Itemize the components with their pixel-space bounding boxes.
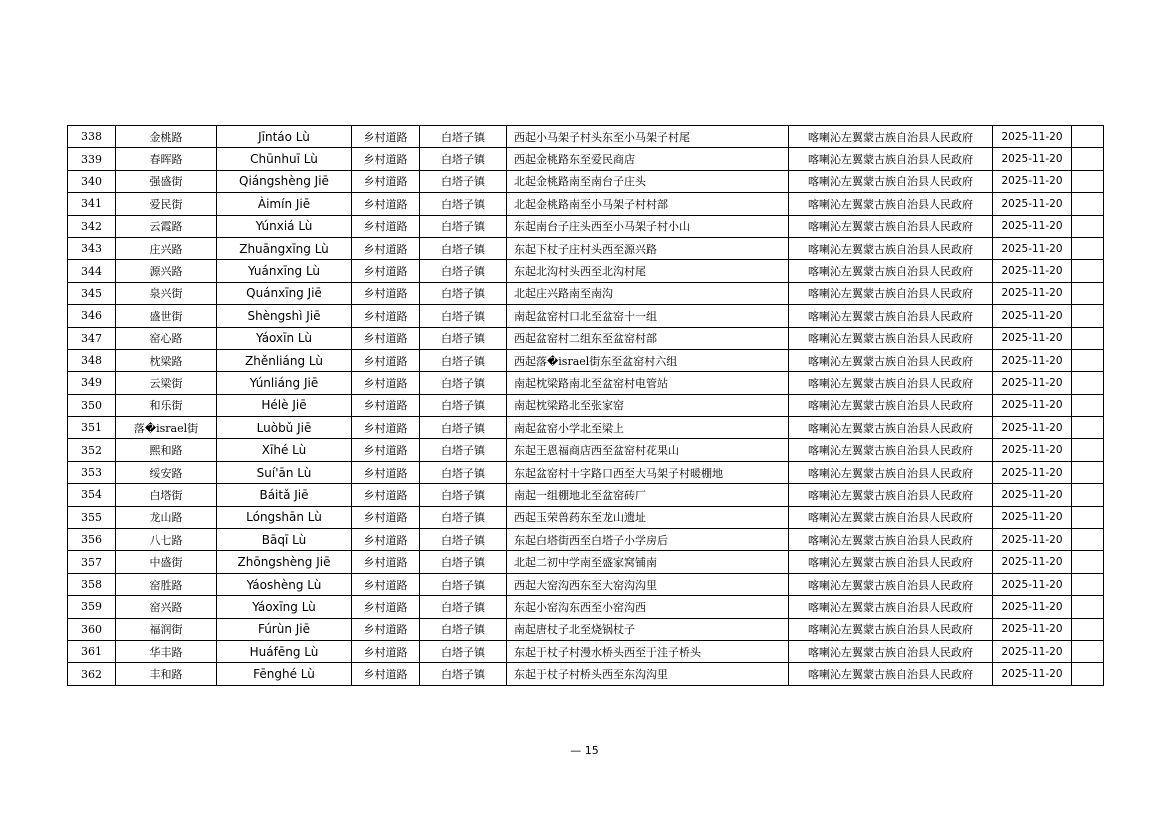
table-row [68, 237, 1104, 259]
road-pinyin: Yúnxiá Lù [217, 215, 352, 237]
row-number: 347 [68, 327, 116, 349]
road-pinyin: Yúnliáng Jiē [217, 372, 352, 394]
road-description: 西起金桃路东至爱民商店 [507, 148, 789, 170]
row-number: 353 [68, 461, 116, 483]
town-name: 白塔子镇 [420, 372, 507, 394]
road-name: 窑胜路 [116, 573, 217, 595]
road-description: 西起大窑沟西东至大窑沟沟里 [507, 573, 789, 595]
note-cell [1072, 506, 1104, 528]
table-row [68, 372, 1104, 394]
road-description: 南起枕梁路北至张家窑 [507, 394, 789, 416]
approval-date: 2025-11-20 [993, 193, 1072, 215]
approval-date: 2025-11-20 [993, 573, 1072, 595]
table-row [68, 193, 1104, 215]
note-cell [1072, 215, 1104, 237]
approving-authority: 喀喇沁左翼蒙古族自治县人民政府 [789, 573, 993, 595]
road-name: 绥安路 [116, 461, 217, 483]
road-description: 东起盆窑村十字路口西至大马架子村暖棚地 [507, 461, 789, 483]
road-pinyin: Fúrùn Jiē [217, 618, 352, 640]
table-row [68, 417, 1104, 439]
town-name: 白塔子镇 [420, 506, 507, 528]
road-name: 爱民街 [116, 193, 217, 215]
approving-authority: 喀喇沁左翼蒙古族自治县人民政府 [789, 372, 993, 394]
road-name: 云霞路 [116, 215, 217, 237]
road-category: 乡村道路 [352, 596, 420, 618]
road-description: 西起玉荣兽药东至龙山遗址 [507, 506, 789, 528]
row-number: 340 [68, 170, 116, 192]
road-description: 东起小窑沟东西至小窑沟西 [507, 596, 789, 618]
table-body [68, 126, 1104, 686]
road-category: 乡村道路 [352, 282, 420, 304]
note-cell [1072, 148, 1104, 170]
road-description: 东起北沟村头西至北沟村尾 [507, 260, 789, 282]
town-name: 白塔子镇 [420, 439, 507, 461]
table-row [68, 551, 1104, 573]
table-row [68, 596, 1104, 618]
approving-authority: 喀喇沁左翼蒙古族自治县人民政府 [789, 282, 993, 304]
approval-date: 2025-11-20 [993, 394, 1072, 416]
road-pinyin: Yáoshèng Lù [217, 573, 352, 595]
town-name: 白塔子镇 [420, 394, 507, 416]
row-number: 345 [68, 282, 116, 304]
road-category: 乡村道路 [352, 506, 420, 528]
note-cell [1072, 193, 1104, 215]
road-name: 云梁街 [116, 372, 217, 394]
town-name: 白塔子镇 [420, 126, 507, 148]
town-name: 白塔子镇 [420, 596, 507, 618]
road-category: 乡村道路 [352, 417, 420, 439]
approving-authority: 喀喇沁左翼蒙古族自治县人民政府 [789, 327, 993, 349]
road-pinyin: Chūnhuī Lù [217, 148, 352, 170]
table-row [68, 260, 1104, 282]
road-name: 落�israel街 [116, 417, 217, 439]
road-category: 乡村道路 [352, 372, 420, 394]
road-pinyin: Bāqī Lù [217, 529, 352, 551]
note-cell [1072, 618, 1104, 640]
road-name: 盛世街 [116, 305, 217, 327]
row-number: 361 [68, 640, 116, 662]
road-pinyin: Luòbǔ Jiē [217, 417, 352, 439]
note-cell [1072, 551, 1104, 573]
road-pinyin: Fēnghé Lù [217, 663, 352, 685]
row-number: 350 [68, 394, 116, 416]
note-cell [1072, 484, 1104, 506]
road-description: 东起南台子庄头西至小马架子村小山 [507, 215, 789, 237]
road-name: 中盛街 [116, 551, 217, 573]
road-pinyin: Huáfēng Lù [217, 640, 352, 662]
road-description: 北起二初中学南至盛家窝铺南 [507, 551, 789, 573]
approval-date: 2025-11-20 [993, 551, 1072, 573]
road-name: 熙和路 [116, 439, 217, 461]
road-category: 乡村道路 [352, 215, 420, 237]
approval-date: 2025-11-20 [993, 417, 1072, 439]
row-number: 338 [68, 126, 116, 148]
road-name: 源兴路 [116, 260, 217, 282]
road-description: 北起庄兴路南至南沟 [507, 282, 789, 304]
road-name: 窑兴路 [116, 596, 217, 618]
road-category: 乡村道路 [352, 394, 420, 416]
approving-authority: 喀喇沁左翼蒙古族自治县人民政府 [789, 640, 993, 662]
approving-authority: 喀喇沁左翼蒙古族自治县人民政府 [789, 126, 993, 148]
approval-date: 2025-11-20 [993, 663, 1072, 685]
approval-date: 2025-11-20 [993, 461, 1072, 483]
approving-authority: 喀喇沁左翼蒙古族自治县人民政府 [789, 596, 993, 618]
table-row [68, 148, 1104, 170]
road-category: 乡村道路 [352, 193, 420, 215]
row-number: 342 [68, 215, 116, 237]
note-cell [1072, 305, 1104, 327]
row-number: 351 [68, 417, 116, 439]
approval-date: 2025-11-20 [993, 349, 1072, 371]
road-description: 西起落�israel街东至盆窑村六组 [507, 349, 789, 371]
approving-authority: 喀喇沁左翼蒙古族自治县人民政府 [789, 618, 993, 640]
road-pinyin: Zhuāngxīng Lù [217, 237, 352, 259]
town-name: 白塔子镇 [420, 573, 507, 595]
town-name: 白塔子镇 [420, 215, 507, 237]
row-number: 359 [68, 596, 116, 618]
row-number: 354 [68, 484, 116, 506]
approving-authority: 喀喇沁左翼蒙古族自治县人民政府 [789, 148, 993, 170]
approving-authority: 喀喇沁左翼蒙古族自治县人民政府 [789, 417, 993, 439]
road-pinyin: Lóngshān Lù [217, 506, 352, 528]
town-name: 白塔子镇 [420, 618, 507, 640]
road-category: 乡村道路 [352, 663, 420, 685]
town-name: 白塔子镇 [420, 305, 507, 327]
road-pinyin: Xīhé Lù [217, 439, 352, 461]
road-pinyin: Yáoxīng Lù [217, 596, 352, 618]
table-row [68, 529, 1104, 551]
approval-date: 2025-11-20 [993, 618, 1072, 640]
road-name: 和乐街 [116, 394, 217, 416]
road-pinyin: Shèngshì Jiē [217, 305, 352, 327]
town-name: 白塔子镇 [420, 640, 507, 662]
approving-authority: 喀喇沁左翼蒙古族自治县人民政府 [789, 551, 993, 573]
note-cell [1072, 349, 1104, 371]
road-description: 南起一组棚地北至盆窑砖厂 [507, 484, 789, 506]
row-number: 339 [68, 148, 116, 170]
approval-date: 2025-11-20 [993, 215, 1072, 237]
approving-authority: 喀喇沁左翼蒙古族自治县人民政府 [789, 215, 993, 237]
road-category: 乡村道路 [352, 126, 420, 148]
road-category: 乡村道路 [352, 170, 420, 192]
road-pinyin: Zhōngshèng Jiē [217, 551, 352, 573]
road-name: 龙山路 [116, 506, 217, 528]
table-row [68, 506, 1104, 528]
town-name: 白塔子镇 [420, 148, 507, 170]
road-description: 西起小马架子村头东至小马架子村尾 [507, 126, 789, 148]
road-pinyin: Suí'ān Lù [217, 461, 352, 483]
table-row [68, 484, 1104, 506]
town-name: 白塔子镇 [420, 170, 507, 192]
approval-date: 2025-11-20 [993, 439, 1072, 461]
row-number: 344 [68, 260, 116, 282]
approving-authority: 喀喇沁左翼蒙古族自治县人民政府 [789, 305, 993, 327]
road-pinyin: Jīntáo Lù [217, 126, 352, 148]
road-name: 福润街 [116, 618, 217, 640]
approval-date: 2025-11-20 [993, 260, 1072, 282]
approval-date: 2025-11-20 [993, 506, 1072, 528]
approving-authority: 喀喇沁左翼蒙古族自治县人民政府 [789, 439, 993, 461]
road-name: 金桃路 [116, 126, 217, 148]
town-name: 白塔子镇 [420, 237, 507, 259]
road-name: 华丰路 [116, 640, 217, 662]
town-name: 白塔子镇 [420, 193, 507, 215]
road-category: 乡村道路 [352, 618, 420, 640]
road-description: 南起枕梁路南北至盆窑村电管站 [507, 372, 789, 394]
road-description: 东起于杖子村桥头西至东沟沟里 [507, 663, 789, 685]
note-cell [1072, 417, 1104, 439]
table-row [68, 394, 1104, 416]
note-cell [1072, 170, 1104, 192]
table-row [68, 573, 1104, 595]
road-description: 南起盆窑村口北至盆窑十一组 [507, 305, 789, 327]
town-name: 白塔子镇 [420, 529, 507, 551]
approving-authority: 喀喇沁左翼蒙古族自治县人民政府 [789, 529, 993, 551]
row-number: 341 [68, 193, 116, 215]
row-number: 356 [68, 529, 116, 551]
note-cell [1072, 237, 1104, 259]
approval-date: 2025-11-20 [993, 305, 1072, 327]
road-description: 北起金桃路南至南台子庄头 [507, 170, 789, 192]
road-pinyin: Yáoxīn Lù [217, 327, 352, 349]
road-name: 泉兴街 [116, 282, 217, 304]
row-number: 352 [68, 439, 116, 461]
approving-authority: 喀喇沁左翼蒙古族自治县人民政府 [789, 394, 993, 416]
row-number: 343 [68, 237, 116, 259]
row-number: 357 [68, 551, 116, 573]
road-pinyin: Quánxīng Jiē [217, 282, 352, 304]
note-cell [1072, 663, 1104, 685]
road-name-table [67, 125, 1104, 686]
approval-date: 2025-11-20 [993, 327, 1072, 349]
table-row [68, 327, 1104, 349]
road-description: 东起王恩福商店西至盆窑村花果山 [507, 439, 789, 461]
row-number: 362 [68, 663, 116, 685]
approval-date: 2025-11-20 [993, 372, 1072, 394]
table-row [68, 439, 1104, 461]
table-row [68, 126, 1104, 148]
road-category: 乡村道路 [352, 260, 420, 282]
approval-date: 2025-11-20 [993, 596, 1072, 618]
table-row [68, 282, 1104, 304]
approving-authority: 喀喇沁左翼蒙古族自治县人民政府 [789, 170, 993, 192]
approving-authority: 喀喇沁左翼蒙古族自治县人民政府 [789, 484, 993, 506]
road-name: 窑心路 [116, 327, 217, 349]
table-row [68, 305, 1104, 327]
approval-date: 2025-11-20 [993, 529, 1072, 551]
road-description: 北起金桃路南至小马架子村村部 [507, 193, 789, 215]
row-number: 348 [68, 349, 116, 371]
road-name: 八七路 [116, 529, 217, 551]
table-row [68, 618, 1104, 640]
note-cell [1072, 573, 1104, 595]
road-name: 丰和路 [116, 663, 217, 685]
town-name: 白塔子镇 [420, 417, 507, 439]
note-cell [1072, 596, 1104, 618]
table-row [68, 170, 1104, 192]
road-pinyin: Zhěnliáng Lù [217, 349, 352, 371]
page-number: — 15 [570, 744, 599, 757]
note-cell [1072, 394, 1104, 416]
road-category: 乡村道路 [352, 573, 420, 595]
town-name: 白塔子镇 [420, 349, 507, 371]
road-pinyin: Àimín Jiē [217, 193, 352, 215]
row-number: 346 [68, 305, 116, 327]
road-category: 乡村道路 [352, 237, 420, 259]
note-cell [1072, 260, 1104, 282]
approving-authority: 喀喇沁左翼蒙古族自治县人民政府 [789, 663, 993, 685]
town-name: 白塔子镇 [420, 282, 507, 304]
approving-authority: 喀喇沁左翼蒙古族自治县人民政府 [789, 506, 993, 528]
road-pinyin: Báitǎ Jiē [217, 484, 352, 506]
row-number: 360 [68, 618, 116, 640]
table-row [68, 349, 1104, 371]
table-row [68, 640, 1104, 662]
approving-authority: 喀喇沁左翼蒙古族自治县人民政府 [789, 349, 993, 371]
road-pinyin: Yuánxīng Lù [217, 260, 352, 282]
approving-authority: 喀喇沁左翼蒙古族自治县人民政府 [789, 237, 993, 259]
table-row [68, 663, 1104, 685]
table-row [68, 215, 1104, 237]
row-number: 358 [68, 573, 116, 595]
approving-authority: 喀喇沁左翼蒙古族自治县人民政府 [789, 260, 993, 282]
road-name: 春晖路 [116, 148, 217, 170]
road-description: 东起白塔街西至白塔子小学房后 [507, 529, 789, 551]
note-cell [1072, 372, 1104, 394]
approval-date: 2025-11-20 [993, 148, 1072, 170]
approval-date: 2025-11-20 [993, 282, 1072, 304]
road-category: 乡村道路 [352, 305, 420, 327]
road-category: 乡村道路 [352, 640, 420, 662]
road-category: 乡村道路 [352, 529, 420, 551]
table-row [68, 461, 1104, 483]
approving-authority: 喀喇沁左翼蒙古族自治县人民政府 [789, 193, 993, 215]
road-description: 南起盆窑小学北至梁上 [507, 417, 789, 439]
road-category: 乡村道路 [352, 327, 420, 349]
approving-authority: 喀喇沁左翼蒙古族自治县人民政府 [789, 461, 993, 483]
note-cell [1072, 327, 1104, 349]
approval-date: 2025-11-20 [993, 640, 1072, 662]
road-category: 乡村道路 [352, 349, 420, 371]
road-name: 庄兴路 [116, 237, 217, 259]
approval-date: 2025-11-20 [993, 237, 1072, 259]
road-category: 乡村道路 [352, 551, 420, 573]
road-description: 东起下杖子庄村头西至源兴路 [507, 237, 789, 259]
town-name: 白塔子镇 [420, 327, 507, 349]
town-name: 白塔子镇 [420, 484, 507, 506]
note-cell [1072, 640, 1104, 662]
road-description: 西起盆窑村二组东至盆窑村部 [507, 327, 789, 349]
row-number: 355 [68, 506, 116, 528]
road-name: 白塔街 [116, 484, 217, 506]
road-pinyin: Qiángshèng Jiē [217, 170, 352, 192]
road-description: 东起于杖子村漫水桥头西至于洼子桥头 [507, 640, 789, 662]
approval-date: 2025-11-20 [993, 484, 1072, 506]
road-category: 乡村道路 [352, 461, 420, 483]
row-number: 349 [68, 372, 116, 394]
road-category: 乡村道路 [352, 484, 420, 506]
approval-date: 2025-11-20 [993, 170, 1072, 192]
note-cell [1072, 282, 1104, 304]
note-cell [1072, 126, 1104, 148]
approval-date: 2025-11-20 [993, 126, 1072, 148]
road-category: 乡村道路 [352, 439, 420, 461]
road-pinyin: Hélè Jiē [217, 394, 352, 416]
road-category: 乡村道路 [352, 148, 420, 170]
road-name: 强盛街 [116, 170, 217, 192]
note-cell [1072, 529, 1104, 551]
town-name: 白塔子镇 [420, 260, 507, 282]
town-name: 白塔子镇 [420, 551, 507, 573]
road-description: 南起唐杖子北至烧锅杖子 [507, 618, 789, 640]
note-cell [1072, 439, 1104, 461]
town-name: 白塔子镇 [420, 461, 507, 483]
town-name: 白塔子镇 [420, 663, 507, 685]
note-cell [1072, 461, 1104, 483]
road-name: 枕梁路 [116, 349, 217, 371]
